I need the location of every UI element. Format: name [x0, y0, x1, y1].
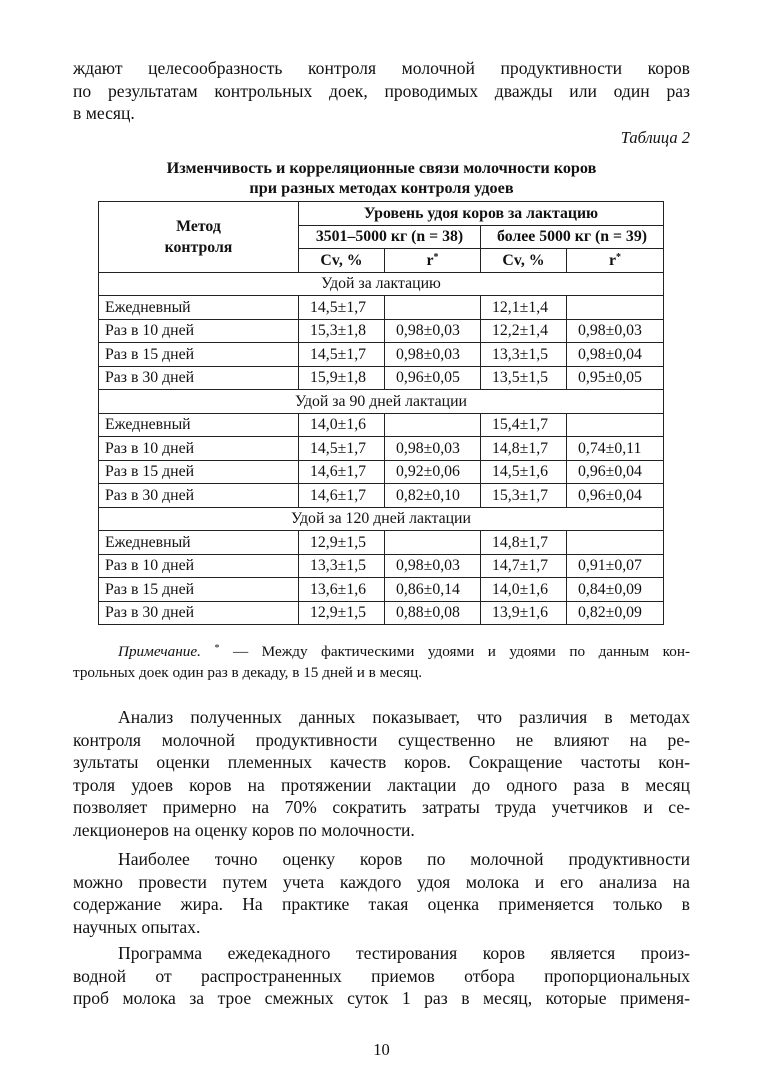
page-number: 10 [373, 1040, 390, 1059]
cv-header: Cv, % [481, 249, 567, 273]
text-line: Анализ полученных данных показывает, что различия в методах [118, 707, 690, 727]
r2-cell [567, 296, 664, 320]
cv2-cell: 13,9±1,6 [481, 601, 567, 625]
section-row [99, 390, 664, 414]
table-row [99, 531, 664, 555]
section-title: Удой за лактацию [99, 272, 664, 296]
r1-cell: 0,98±0,03 [385, 437, 481, 461]
text-line: Наиболее точно оценку коров по молочной продуктивности [118, 849, 690, 869]
asterisk: * [616, 251, 621, 263]
r1-cell: 0,98±0,03 [385, 319, 481, 343]
cv-header: Cv, % [299, 249, 385, 273]
cv2-cell: 15,4±1,7 [481, 413, 567, 437]
cv2-cell: 12,1±1,4 [481, 296, 567, 320]
r1-cell [385, 413, 481, 437]
table-row [99, 554, 664, 578]
table-row [99, 578, 664, 602]
cv2-cell: 14,8±1,7 [481, 531, 567, 555]
table-label: Таблица 2 [620, 128, 690, 147]
cv2-cell: 12,2±1,4 [481, 319, 567, 343]
table-row [99, 601, 664, 625]
body-paragraph [73, 706, 690, 841]
cv2-cell: 15,3±1,7 [481, 484, 567, 508]
intro-paragraph [73, 57, 690, 125]
text-line: содержание жира. На практике такая оценка применяется только в [73, 894, 690, 914]
method-cell: Ежедневный [99, 413, 299, 437]
text-line: научных опытах. [73, 916, 201, 937]
r2-cell [567, 413, 664, 437]
method-cell: Ежедневный [99, 296, 299, 320]
table-row [99, 437, 664, 461]
r2-cell: 0,98±0,03 [567, 319, 664, 343]
cv1-cell: 14,6±1,7 [299, 484, 385, 508]
cv1-cell: 15,9±1,8 [299, 366, 385, 390]
r1-cell: 0,88±0,08 [385, 601, 481, 625]
section-title: Удой за 90 дней лактации [99, 390, 664, 414]
r2-cell: 0,74±0,11 [567, 437, 664, 461]
table-row [99, 460, 664, 484]
text-line: водной от распространенных приемов отбора пропорциональных [73, 965, 690, 986]
r1-cell: 0,96±0,05 [385, 366, 481, 390]
r1-cell: 0,98±0,03 [385, 554, 481, 578]
table-row [99, 319, 664, 343]
r1-cell [385, 296, 481, 320]
r2-cell: 0,82±0,09 [567, 601, 664, 625]
asterisk: * [214, 643, 220, 654]
cv1-cell: 12,9±1,5 [299, 601, 385, 625]
cv1-cell: 14,5±1,7 [299, 343, 385, 367]
section-row [99, 272, 664, 296]
group1-header: 3501–5000 кг (n = 38) [299, 225, 481, 249]
method-cell: Раз в 15 дней [99, 343, 299, 367]
table-header-row [99, 202, 664, 226]
text-line: можно провести путем учета каждого удоя молока и его анализа на [73, 871, 690, 892]
method-header-line: Метод [176, 217, 221, 235]
text-line: по результатам контрольных доек, проводимых дважды или один раз [73, 80, 690, 101]
body-paragraph [73, 942, 690, 1010]
text-line: троля удоев коров на протяжении лактации до одного раза в месяц [73, 774, 690, 795]
cv1-cell: 14,6±1,7 [299, 460, 385, 484]
method-cell: Раз в 30 дней [99, 484, 299, 508]
r1-cell: 0,82±0,10 [385, 484, 481, 508]
cv1-cell: 15,3±1,8 [299, 319, 385, 343]
r-header-label: r [426, 251, 434, 269]
table-row [99, 484, 664, 508]
method-cell: Раз в 10 дней [99, 437, 299, 461]
milk-yield-table [98, 201, 664, 625]
r-header [385, 249, 481, 273]
note-line: трольных доек один раз в декаду, в 15 дней и в месяц. [73, 664, 422, 681]
section-title: Удой за 120 дней лактации [99, 507, 664, 531]
group2-header: более 5000 кг (n = 39) [481, 225, 664, 249]
table-note [73, 641, 690, 683]
cv1-cell: 13,6±1,6 [299, 578, 385, 602]
cv2-cell: 13,3±1,5 [481, 343, 567, 367]
method-cell: Раз в 10 дней [99, 554, 299, 578]
cv1-cell: 14,5±1,7 [299, 437, 385, 461]
level-header: Уровень удоя коров за лактацию [299, 202, 664, 226]
text-line: зультаты оценки племенных качеств коров. Сокращение частоты кон- [73, 752, 690, 772]
method-cell: Раз в 15 дней [99, 460, 299, 484]
r2-cell: 0,84±0,09 [567, 578, 664, 602]
text-line: позволяет примерно на 70% сократить затраты труда учетчиков и се- [73, 797, 690, 817]
text-line: Программа ежедекадного тестирования коров является произ- [118, 943, 690, 963]
text-line: ждают целесообразность контроля молочной продуктивности коров [73, 58, 690, 78]
table-title [73, 158, 690, 198]
note-text: — Между фактическими удоями и удоями по данным кон- [232, 643, 691, 660]
asterisk: * [433, 251, 439, 263]
r-header-label: r [608, 251, 616, 269]
cv2-cell: 14,0±1,6 [481, 578, 567, 602]
method-cell: Раз в 10 дней [99, 319, 299, 343]
cv1-cell: 12,9±1,5 [299, 531, 385, 555]
text-line: в месяц. [73, 103, 135, 123]
text-line: проб молока за трое смежных суток 1 раз в месяц, которые применя- [73, 988, 690, 1008]
cv1-cell: 14,0±1,6 [299, 413, 385, 437]
table-row [99, 296, 664, 320]
method-cell: Раз в 15 дней [99, 578, 299, 602]
r1-cell [385, 531, 481, 555]
table-row [99, 343, 664, 367]
r2-cell [567, 531, 664, 555]
table-row [99, 366, 664, 390]
cv1-cell: 13,3±1,5 [299, 554, 385, 578]
cv1-cell: 14,5±1,7 [299, 296, 385, 320]
method-cell: Раз в 30 дней [99, 366, 299, 390]
method-cell: Ежедневный [99, 531, 299, 555]
body-paragraph [73, 848, 690, 938]
section-row [99, 507, 664, 531]
r2-cell: 0,95±0,05 [567, 366, 664, 390]
r1-cell: 0,98±0,03 [385, 343, 481, 367]
method-header-line: контроля [164, 238, 233, 256]
cv2-cell: 14,8±1,7 [481, 437, 567, 461]
r2-cell: 0,98±0,04 [567, 343, 664, 367]
table-row [99, 413, 664, 437]
r-header [567, 249, 664, 273]
note-label: Примечание. [118, 643, 201, 660]
cv2-cell: 13,5±1,5 [481, 366, 567, 390]
r1-cell: 0,92±0,06 [385, 460, 481, 484]
cv2-cell: 14,5±1,6 [481, 460, 567, 484]
note-line [73, 641, 690, 662]
r1-cell: 0,86±0,14 [385, 578, 481, 602]
r2-cell: 0,91±0,07 [567, 554, 664, 578]
method-header [99, 202, 299, 273]
method-cell: Раз в 30 дней [99, 601, 299, 625]
table-title-line: при разных методах контроля удоев [249, 179, 514, 197]
text-line: лекционеров на оценку коров по молочности. [73, 819, 415, 840]
text-line: контроля молочной продуктивности существенно не влияют на ре- [73, 729, 690, 750]
cv2-cell: 14,7±1,7 [481, 554, 567, 578]
r2-cell: 0,96±0,04 [567, 484, 664, 508]
table-title-line: Изменчивость и корреляционные связи молочности коров [166, 159, 597, 177]
r2-cell: 0,96±0,04 [567, 460, 664, 484]
